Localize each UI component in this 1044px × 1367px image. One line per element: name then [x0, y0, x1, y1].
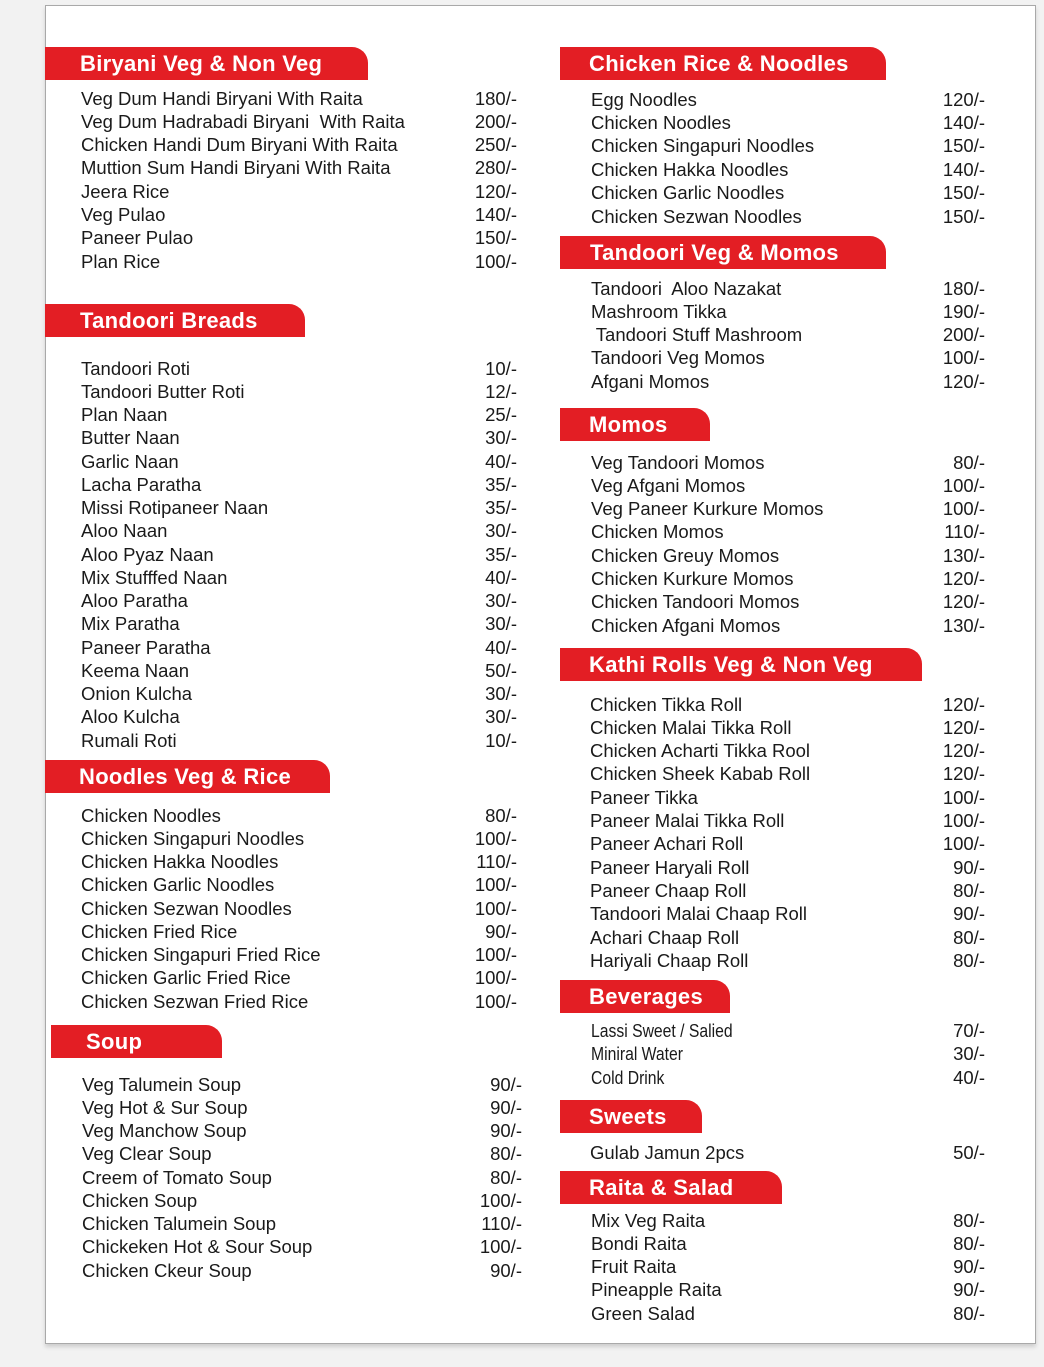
menu-item-price: 120/- — [942, 716, 985, 738]
menu-item-price: 70/- — [953, 1019, 985, 1041]
menu-item-price: 90/- — [953, 856, 985, 878]
menu-item-price: 90/- — [490, 1073, 522, 1095]
menu-item-name: Chicken Garlic Noodles — [591, 182, 785, 204]
menu-item-price: 90/- — [490, 1096, 522, 1118]
menu-item-price: 25/- — [485, 404, 517, 425]
menu-item-name: Veg Paneer Kurkure Momos — [591, 498, 824, 520]
menu-item-price: 100/- — [474, 874, 517, 896]
menu-item-price: 100/- — [474, 967, 517, 989]
menu-item-name: Pineapple Raita — [591, 1279, 722, 1301]
menu-item-name: Paneer Tikka — [590, 786, 698, 808]
menu-item-price: 30/- — [953, 1043, 985, 1064]
section-header: Soup — [51, 1025, 222, 1058]
menu-item-price: 10/- — [485, 357, 517, 379]
menu-item-price: 80/- — [490, 1166, 522, 1188]
menu-item-price: 80/- — [490, 1143, 522, 1165]
menu-item-price: 40/- — [485, 566, 517, 588]
menu-item-price: 50/- — [953, 1141, 985, 1163]
menu-item-price: 35/- — [485, 497, 517, 518]
menu-item-name: Chicken Garlic Noodles — [81, 874, 275, 896]
menu-item-name: Veg Dum Hadrabadi Biryani With Raita — [81, 110, 405, 132]
menu-item-price: 40/- — [485, 636, 517, 658]
menu-item-name: Chicken Sezwan Noodles — [591, 205, 802, 227]
menu-item-price: 100/- — [474, 944, 517, 965]
menu-item-name: Veg Dum Handi Biryani With Raita — [81, 87, 363, 109]
menu-item-price: 30/- — [485, 706, 517, 728]
section-header: Beverages — [560, 980, 730, 1013]
menu-item-name: Paneer Paratha — [81, 636, 211, 658]
menu-item-name: Rumali Roti — [81, 729, 177, 751]
menu-item-price: 110/- — [944, 521, 985, 543]
menu-item-name: Aloo Naan — [81, 520, 168, 542]
menu-item-name: Chicken Acharti Tikka Rool — [590, 740, 811, 762]
menu-item-name: Plan Naan — [81, 404, 168, 425]
menu-item-name: Garlic Naan — [81, 450, 179, 472]
menu-item-price: 30/- — [485, 683, 517, 704]
menu-item-price: 110/- — [481, 1213, 522, 1234]
menu-item-name: Chicken Singapuri Fried Rice — [81, 944, 321, 965]
menu-item-price: 100/- — [474, 250, 517, 272]
menu-item-name: Chicken Noodles — [81, 804, 221, 826]
menu-item-price: 35/- — [485, 543, 517, 565]
menu-item-name: Jeera Rice — [81, 180, 170, 202]
menu-item-name: Chicken Handi Dum Biryani With Raita — [81, 134, 398, 156]
section-header: Chicken Rice & Noodles — [560, 47, 886, 80]
menu-item-name: Lassi Sweet / Salied — [591, 1019, 733, 1041]
menu-item-price: 140/- — [474, 204, 517, 225]
menu-item-price: 100/- — [474, 990, 517, 1012]
section-header: Sweets — [560, 1100, 702, 1133]
menu-item-price: 100/- — [942, 474, 985, 496]
menu-item-name: Plan Rice — [81, 250, 161, 272]
menu-item-name: Butter Naan — [81, 427, 180, 449]
menu-item-name: Chicken Tandoori Momos — [591, 591, 800, 613]
menu-item-name: Chicken Kurkure Momos — [591, 568, 794, 589]
menu-item-price: 120/- — [942, 693, 985, 715]
section-header: Momos — [560, 408, 710, 441]
menu-item-name: Paneer Achari Roll — [590, 833, 744, 855]
menu-item-price: 100/- — [942, 810, 985, 831]
menu-item-name: Cold Drink — [591, 1066, 665, 1088]
menu-item-name: Aloo Kulcha — [81, 706, 180, 728]
menu-item-name: Missi Rotipaneer Naan — [81, 497, 269, 518]
menu-item-name: Onion Kulcha — [81, 683, 193, 704]
menu-item-price: 50/- — [485, 659, 517, 681]
menu-item-price: 150/- — [942, 182, 985, 204]
menu-item-name: Creem of Tomato Soup — [82, 1166, 272, 1188]
menu-item-name: Afgani Momos — [591, 370, 710, 392]
menu-item-name: Chicken Garlic Fried Rice — [81, 967, 291, 989]
menu-item-price: 90/- — [953, 1256, 985, 1278]
menu-item-name: Tandoori Aloo Nazakat — [591, 277, 782, 299]
menu-item-name: Chicken Noodles — [591, 111, 731, 133]
menu-item-name: Keema Naan — [81, 659, 189, 681]
menu-item-price: 40/- — [485, 450, 517, 472]
menu-item-price: 120/- — [942, 740, 985, 762]
menu-item-price: 150/- — [942, 135, 985, 157]
menu-item-price: 100/- — [942, 786, 985, 808]
menu-item-name: Veg Tandoori Momos — [591, 451, 765, 473]
menu-item-name: Veg Clear Soup — [82, 1143, 212, 1165]
menu-item-price: 100/- — [474, 897, 517, 919]
menu-item-price: 90/- — [485, 920, 517, 942]
menu-item-price: 80/- — [953, 451, 985, 473]
menu-item-price: 30/- — [485, 520, 517, 542]
menu-item-name: Aloo Paratha — [81, 590, 188, 611]
menu-item-name: Paneer Pulao — [81, 227, 194, 249]
menu-item-price: 120/- — [942, 370, 985, 392]
menu-item-name: Chicken Sezwan Fried Rice — [81, 990, 309, 1012]
menu-item-name: Veg Talumein Soup — [82, 1073, 242, 1095]
menu-item-price: 10/- — [485, 729, 517, 751]
menu-item-price: 120/- — [474, 180, 517, 202]
menu-item-name: Fruit Raita — [591, 1256, 677, 1278]
menu-item-price: 140/- — [942, 158, 985, 180]
menu-item-price: 250/- — [474, 134, 517, 156]
menu-item-name: Veg Manchow Soup — [82, 1120, 247, 1141]
menu-item-name: Chicken Greuy Momos — [591, 544, 780, 566]
menu-item-price: 140/- — [942, 111, 985, 133]
menu-item-name: Mix Stufffed Naan — [81, 566, 228, 588]
menu-item-name: Chicken Singapuri Noodles — [81, 827, 305, 849]
menu-item-price: 190/- — [942, 300, 985, 322]
menu-item-name: Mix Paratha — [81, 613, 180, 635]
menu-item-name: Chicken Sezwan Noodles — [81, 897, 292, 919]
menu-item-price: 30/- — [485, 427, 517, 449]
menu-item-price: 90/- — [953, 1279, 985, 1301]
menu-item-name: Green Salad — [591, 1302, 695, 1324]
menu-item-name: Chicken Ckeur Soup — [82, 1259, 252, 1281]
menu-item-name: Paneer Haryali Roll — [590, 856, 750, 878]
menu-item-price: 80/- — [953, 1232, 985, 1254]
menu-item-name: Mashroom Tikka — [591, 300, 727, 322]
menu-item-price: 12/- — [485, 380, 517, 402]
menu-item-name: Chicken Afgani Momos — [591, 614, 781, 636]
menu-item-price: 200/- — [942, 324, 985, 346]
menu-item-price: 120/- — [942, 88, 985, 110]
menu-item-price: 120/- — [942, 591, 985, 613]
menu-item-price: 150/- — [474, 227, 517, 249]
menu-item-price: 30/- — [485, 613, 517, 635]
section-header: Tandoori Breads — [45, 304, 305, 337]
menu-item-price: 180/- — [474, 87, 517, 109]
menu-item-name: Gulab Jamun 2pcs — [590, 1141, 745, 1163]
menu-item-name: Chicken Singapuri Noodles — [591, 135, 815, 157]
section-header: Kathi Rolls Veg & Non Veg — [560, 648, 922, 681]
menu-item-price: 150/- — [942, 205, 985, 227]
menu-item-name: Chickeken Hot & Sour Soup — [82, 1236, 313, 1258]
menu-item-name: Chicken Malai Tikka Roll — [590, 716, 792, 738]
menu-item-name: Hariyali Chaap Roll — [590, 949, 749, 971]
section-header: Raita & Salad — [560, 1171, 782, 1204]
menu-item-price: 40/- — [953, 1066, 985, 1088]
menu-item-price: 100/- — [942, 347, 985, 369]
menu-item-name: Achari Chaap Roll — [590, 926, 740, 948]
menu-item-price: 100/- — [474, 827, 517, 849]
menu-item-name: Veg Hot & Sur Soup — [82, 1096, 248, 1118]
menu-item-name: Chicken Momos — [591, 521, 724, 543]
menu-item-price: 110/- — [476, 851, 517, 872]
menu-item-price: 80/- — [953, 949, 985, 971]
menu-item-price: 100/- — [479, 1189, 522, 1211]
menu-item-name: Tandoori Malai Chaap Roll — [590, 903, 807, 925]
menu-item-price: 120/- — [942, 568, 985, 589]
section-header: Tandoori Veg & Momos — [560, 236, 886, 269]
menu-item-name: Chicken Tikka Roll — [590, 693, 743, 715]
menu-item-price: 130/- — [942, 544, 985, 566]
menu-item-price: 30/- — [485, 590, 517, 611]
menu-item-name: Muttion Sum Handi Biryani With Raita — [81, 157, 391, 179]
menu-item-name: Miniral Water — [591, 1043, 684, 1064]
menu-item-name: Aloo Pyaz Naan — [81, 543, 214, 565]
menu-item-name: Tandoori Veg Momos — [591, 347, 765, 369]
menu-item-name: Veg Afgani Momos — [591, 474, 746, 496]
menu-item-name: Bondi Raita — [591, 1232, 687, 1254]
menu-item-name: Paneer Malai Tikka Roll — [590, 810, 785, 831]
menu-item-name: Chicken Soup — [82, 1189, 198, 1211]
menu-item-price: 90/- — [490, 1120, 522, 1141]
menu-item-price: 80/- — [953, 926, 985, 948]
menu-item-price: 90/- — [490, 1259, 522, 1281]
menu-item-price: 80/- — [953, 879, 985, 901]
menu-item-price: 80/- — [485, 804, 517, 826]
menu-item-name: Chicken Hakka Noodles — [591, 158, 789, 180]
section-header: Noodles Veg & Rice — [45, 760, 330, 793]
menu-item-price: 90/- — [953, 903, 985, 925]
menu-item-name: Chicken Talumein Soup — [82, 1213, 277, 1234]
menu-item-name: Paneer Chaap Roll — [590, 879, 747, 901]
menu-item-price: 100/- — [942, 498, 985, 520]
menu-item-price: 130/- — [942, 614, 985, 636]
menu-item-price: 80/- — [953, 1302, 985, 1324]
menu-item-price: 200/- — [474, 110, 517, 132]
menu-item-name: Tandoori Stuff Mashroom — [591, 324, 803, 346]
menu-item-price: 35/- — [485, 473, 517, 495]
menu-item-name: Chicken Fried Rice — [81, 920, 238, 942]
menu-item-price: 80/- — [953, 1209, 985, 1231]
menu-item-price: 100/- — [479, 1236, 522, 1258]
menu-item-name: Chicken Sheek Kabab Roll — [590, 763, 811, 785]
menu-item-name: Lacha Paratha — [81, 473, 202, 495]
section-header: Biryani Veg & Non Veg — [45, 47, 368, 80]
menu-item-name: Tandoori Butter Roti — [81, 380, 245, 402]
menu-item-name: Mix Veg Raita — [591, 1209, 706, 1231]
menu-item-name: Egg Noodles — [591, 88, 697, 110]
menu-item-price: 180/- — [942, 277, 985, 299]
menu-item-price: 280/- — [474, 157, 517, 179]
menu-item-name: Chicken Hakka Noodles — [81, 851, 279, 872]
menu-item-name: Tandoori Roti — [81, 357, 191, 379]
menu-item-name: Veg Pulao — [81, 204, 166, 225]
menu-item-price: 100/- — [942, 833, 985, 855]
menu-item-price: 120/- — [942, 763, 985, 785]
